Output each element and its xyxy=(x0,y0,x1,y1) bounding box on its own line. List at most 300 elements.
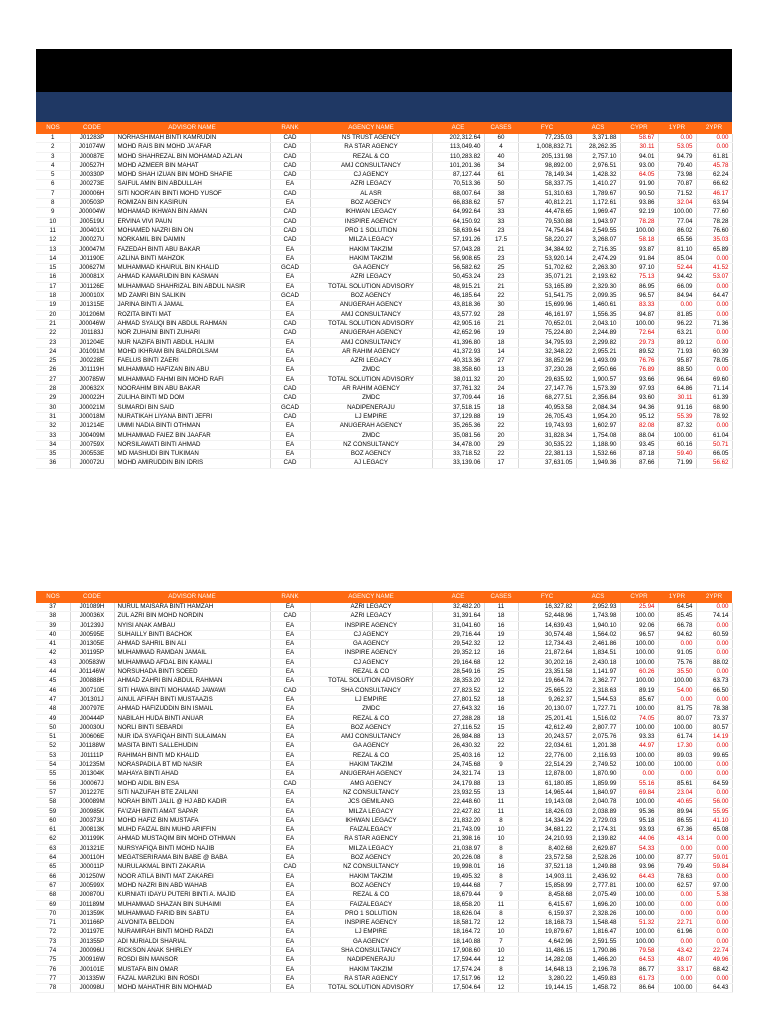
table-row xyxy=(36,282,732,291)
cell-1ypr: 0.00 xyxy=(658,301,696,310)
cell-rank: CAD xyxy=(270,385,310,394)
cell-nos: 8 xyxy=(36,199,70,208)
cell-advisor-name: AHMAD ZAHRI BIN ABDUL RAHMAN xyxy=(114,677,270,686)
cell-fyc: 79,530.88 xyxy=(518,217,576,226)
cell-code: J00797E xyxy=(70,705,114,714)
table-row xyxy=(36,956,732,965)
cell-fyc: 1,008,832.71 xyxy=(518,143,576,152)
cell-2ypr: 22.74 xyxy=(696,946,732,955)
cell-ace: 27,823.52 xyxy=(432,686,484,695)
cell-1ypr: 64.86 xyxy=(658,385,696,394)
cell-rank: EA xyxy=(270,788,310,797)
cell-advisor-name: MOHD SHAH IZUAN BIN MOHD SHAFIE xyxy=(114,171,270,180)
cell-code: J00813K xyxy=(70,826,114,835)
cell-acs: 1,544.53 xyxy=(576,695,620,704)
cell-agency-name: MILZA LEGACY xyxy=(310,236,432,245)
cell-code: J00870U xyxy=(70,891,114,900)
cell-fyc: 20,130.07 xyxy=(518,705,576,714)
cell-acs: 1,460.61 xyxy=(576,301,620,310)
cell-fyc: 12,734.43 xyxy=(518,640,576,649)
table-row xyxy=(36,816,732,825)
cell-fyc: 30,535.22 xyxy=(518,440,576,449)
cell-cypr: 93.60 xyxy=(620,394,658,403)
table-row xyxy=(36,450,732,459)
cell-2ypr: 41.10 xyxy=(696,816,732,825)
cell-cases: 16 xyxy=(484,394,518,403)
cell-ace: 17,594.44 xyxy=(432,956,484,965)
cell-fyc: 25,201.41 xyxy=(518,714,576,723)
cell-nos: 45 xyxy=(36,677,70,686)
cell-cypr: 100.00 xyxy=(620,881,658,890)
cell-nos: 29 xyxy=(36,394,70,403)
cell-advisor-name: FAZEDAH BINTI ABU BAKAR xyxy=(114,245,270,254)
cell-nos: 4 xyxy=(36,161,70,170)
cell-1ypr: 0.00 xyxy=(658,909,696,918)
cell-nos: 46 xyxy=(36,686,70,695)
cell-nos: 20 xyxy=(36,310,70,319)
cell-rank: EA xyxy=(270,254,310,263)
cell-acs: 1,172.61 xyxy=(576,199,620,208)
cell-code: J00030U xyxy=(70,723,114,732)
cell-code: J00036X xyxy=(70,612,114,621)
cell-cypr: 92.06 xyxy=(620,621,658,630)
cell-agency-name: ANUGERAH AGENCY xyxy=(310,301,432,310)
cell-fyc: 37,521.18 xyxy=(518,863,576,872)
cell-rank: EA xyxy=(270,310,310,319)
cell-1ypr: 0.00 xyxy=(658,900,696,909)
cell-cypr: 64.43 xyxy=(620,872,658,881)
table-row xyxy=(36,171,732,180)
cell-advisor-name: MUHAMMAD FARID BIN SABTU xyxy=(114,909,270,918)
cell-cypr: 74.05 xyxy=(620,714,658,723)
cell-2ypr: 49.96 xyxy=(696,956,732,965)
table-row xyxy=(36,798,732,807)
cell-cases: 7 xyxy=(484,937,518,946)
column-header-agency-name: AGENCY NAME xyxy=(310,122,432,134)
column-header-rank: RANK xyxy=(270,122,310,134)
cell-fyc: 37,631.05 xyxy=(518,459,576,468)
cell-fyc: 23,572.58 xyxy=(518,854,576,863)
cell-ace: 56,582.62 xyxy=(432,264,484,273)
cell-cypr: 93.66 xyxy=(620,375,658,384)
cell-cases: 8 xyxy=(484,909,518,918)
cell-advisor-name: NUR IDA SYAFIQAH BINTI SULAIMAN xyxy=(114,733,270,742)
cell-nos: 68 xyxy=(36,891,70,900)
cell-code: J00047M xyxy=(70,245,114,254)
cell-rank: EA xyxy=(270,928,310,937)
cell-nos: 23 xyxy=(36,338,70,347)
cell-fyc: 34,681.22 xyxy=(518,826,576,835)
cell-agency-name: ZMDC xyxy=(310,705,432,714)
cell-cases: 12 xyxy=(484,919,518,928)
cell-ace: 68,007.64 xyxy=(432,189,484,198)
cell-2ypr: 35.03 xyxy=(696,236,732,245)
cell-1ypr: 32.04 xyxy=(658,199,696,208)
cell-fyc: 4,642.96 xyxy=(518,937,576,946)
cell-advisor-name: MEGATSERIRAMA BIN BABE @ BABA xyxy=(114,854,270,863)
cell-code: J01250W xyxy=(70,872,114,881)
cell-1ypr: 0.00 xyxy=(658,134,696,143)
cell-1ypr: 100.00 xyxy=(658,677,696,686)
cell-fyc: 14,282.08 xyxy=(518,956,576,965)
cell-acs: 1,900.57 xyxy=(576,375,620,384)
cell-advisor-name: MUSTAFA BIN OMAR xyxy=(114,965,270,974)
cell-ace: 202,312.64 xyxy=(432,134,484,143)
cell-cypr: 100.00 xyxy=(620,677,658,686)
cell-code: J00409M xyxy=(70,431,114,440)
cell-ace: 21,038.97 xyxy=(432,844,484,853)
cell-rank: CAD xyxy=(270,236,310,245)
cell-2ypr: 0.00 xyxy=(696,937,732,946)
cell-advisor-name: JARINA BINTI A JAMAL xyxy=(114,301,270,310)
table-row xyxy=(36,329,732,338)
cell-cases: 16 xyxy=(484,621,518,630)
cell-advisor-name: NORHASHIMAH BINTI KAMRUDIN xyxy=(114,134,270,143)
cell-1ypr: 96.64 xyxy=(658,375,696,384)
table-row xyxy=(36,310,732,319)
cell-acs: 1,573.39 xyxy=(576,385,620,394)
cell-rank: EA xyxy=(270,301,310,310)
cell-advisor-name: MUHAMMAD HAFIZAN BIN ABU xyxy=(114,366,270,375)
cell-ace: 33,718.52 xyxy=(432,450,484,459)
column-header-advisor-name: ADVISOR NAME xyxy=(114,591,270,603)
cell-1ypr: 70.87 xyxy=(658,180,696,189)
cell-1ypr: 87.77 xyxy=(658,854,696,863)
cell-ace: 113,049.40 xyxy=(432,143,484,152)
cell-cypr: 58.18 xyxy=(620,236,658,245)
cell-fyc: 35,071.21 xyxy=(518,273,576,282)
cell-advisor-name: AINUL AFIFAH BINTI MUSTAAZIS xyxy=(114,695,270,704)
cell-acs: 1,743.98 xyxy=(576,612,620,621)
cell-cypr: 93.45 xyxy=(620,440,658,449)
cell-1ypr: 75.76 xyxy=(658,658,696,667)
cell-agency-name: INSPIRE AGENCY xyxy=(310,919,432,928)
cell-code: J00599X xyxy=(70,881,114,890)
cell-code: J01188W xyxy=(70,742,114,751)
cell-advisor-name: NURSYAFIQA BINTI MOHD NAJIB xyxy=(114,844,270,853)
cell-rank: EA xyxy=(270,705,310,714)
cell-agency-name: HAKIM TAKZIM xyxy=(310,761,432,770)
cell-ace: 22,427.82 xyxy=(432,807,484,816)
cell-rank: CAD xyxy=(270,161,310,170)
cell-1ypr: 43.14 xyxy=(658,835,696,844)
column-header-acs: ACS xyxy=(576,591,620,603)
cell-2ypr: 0.00 xyxy=(696,695,732,704)
table-row xyxy=(36,640,732,649)
cell-cypr: 29.73 xyxy=(620,338,658,347)
cell-nos: 72 xyxy=(36,928,70,937)
table-row xyxy=(36,919,732,928)
cell-agency-name: ANUGERAH AGENCY xyxy=(310,329,432,338)
cell-cypr: 79.58 xyxy=(620,946,658,955)
cell-fyc: 40,812.21 xyxy=(518,199,576,208)
column-header-2ypr: 2YPR xyxy=(696,122,732,134)
cell-acs: 2,040.78 xyxy=(576,798,620,807)
cell-fyc: 42,612.49 xyxy=(518,723,576,732)
cell-2ypr: 78.05 xyxy=(696,357,732,366)
cell-fyc: 32,348.22 xyxy=(518,347,576,356)
cell-nos: 58 xyxy=(36,798,70,807)
cell-code: J00985K xyxy=(70,807,114,816)
ranking-table-1 xyxy=(36,122,733,469)
cell-code: J00027U xyxy=(70,236,114,245)
table-row xyxy=(36,292,732,301)
cell-rank: EA xyxy=(270,347,310,356)
table-row xyxy=(36,965,732,974)
table-row xyxy=(36,134,732,143)
cell-1ypr: 48.07 xyxy=(658,956,696,965)
cell-advisor-name: MUHAMMAD AFDAL BIN KAMALI xyxy=(114,658,270,667)
cell-1ypr: 94.79 xyxy=(658,152,696,161)
cell-advisor-name: NORASPADILA BT MD NASIR xyxy=(114,761,270,770)
cell-cypr: 78.28 xyxy=(620,217,658,226)
cell-cypr: 83.33 xyxy=(620,301,658,310)
cell-ace: 31,041.60 xyxy=(432,621,484,630)
cell-agency-name: IKHWAN LEGACY xyxy=(310,208,432,217)
cell-ace: 37,129.88 xyxy=(432,412,484,421)
cell-2ypr: 41.52 xyxy=(696,264,732,273)
cell-code: J00273E xyxy=(70,180,114,189)
cell-rank: EA xyxy=(270,273,310,282)
cell-ace: 35,265.36 xyxy=(432,422,484,431)
cell-ace: 56,908.65 xyxy=(432,254,484,263)
cell-1ypr: 88.50 xyxy=(658,366,696,375)
cell-2ypr: 76.60 xyxy=(696,226,732,235)
cell-cases: 38 xyxy=(484,189,518,198)
cell-advisor-name: MOHD AIDIL BIN ESA xyxy=(114,779,270,788)
cell-fyc: 26,705.43 xyxy=(518,412,576,421)
cell-ace: 101,201.36 xyxy=(432,161,484,170)
cell-ace: 29,542.32 xyxy=(432,640,484,649)
cell-fyc: 14,903.11 xyxy=(518,872,576,881)
cell-2ypr: 0.00 xyxy=(696,603,732,612)
cell-acs: 1,458.72 xyxy=(576,984,620,993)
cell-fyc: 61,180.85 xyxy=(518,779,576,788)
table-row xyxy=(36,180,732,189)
cell-nos: 36 xyxy=(36,459,70,468)
cell-ace: 57,191.26 xyxy=(432,236,484,245)
cell-rank: EA xyxy=(270,440,310,449)
cell-code: J01355P xyxy=(70,937,114,946)
cell-code: J00096U xyxy=(70,946,114,955)
cell-ace: 29,164.68 xyxy=(432,658,484,667)
cell-acs: 2,430.18 xyxy=(576,658,620,667)
cell-fyc: 19,743.93 xyxy=(518,422,576,431)
cell-advisor-name: MUHAMMAD SHAZAN BIN SUHAIMI xyxy=(114,900,270,909)
cell-2ypr: 0.00 xyxy=(696,422,732,431)
table-row xyxy=(36,152,732,161)
cell-acs: 1,754.08 xyxy=(576,431,620,440)
cell-acs: 1,969.47 xyxy=(576,208,620,217)
cell-advisor-name: NORSILAWATI BINTI AHMAD xyxy=(114,440,270,449)
cell-cypr: 93.93 xyxy=(620,826,658,835)
cell-rank: EA xyxy=(270,282,310,291)
cell-cypr: 100.00 xyxy=(620,937,658,946)
cell-ace: 18,581.72 xyxy=(432,919,484,928)
cell-2ypr: 59.01 xyxy=(696,854,732,863)
cell-acs: 1,940.10 xyxy=(576,621,620,630)
cell-cases: 8 xyxy=(484,844,518,853)
cell-cases: 16 xyxy=(484,705,518,714)
cell-rank: EA xyxy=(270,245,310,254)
column-header-nos: NOS xyxy=(36,591,70,603)
cell-1ypr: 67.36 xyxy=(658,826,696,835)
cell-nos: 49 xyxy=(36,714,70,723)
cell-fyc: 53,920.14 xyxy=(518,254,576,263)
cell-acs: 1,556.35 xyxy=(576,310,620,319)
cell-fyc: 9,262.37 xyxy=(518,695,576,704)
cell-acs: 2,193.62 xyxy=(576,273,620,282)
cell-cases: 13 xyxy=(484,770,518,779)
cell-cases: 22 xyxy=(484,292,518,301)
cell-nos: 42 xyxy=(36,649,70,658)
cell-ace: 70,513.36 xyxy=(432,180,484,189)
cell-code: J01189M xyxy=(70,900,114,909)
cell-agency-name: AMJ CONSULTANCY xyxy=(310,338,432,347)
cell-2ypr: 14.19 xyxy=(696,733,732,742)
cell-acs: 2,139.82 xyxy=(576,835,620,844)
cell-code: J00010X xyxy=(70,292,114,301)
cell-cypr: 100.00 xyxy=(620,319,658,328)
cell-nos: 31 xyxy=(36,412,70,421)
cell-ace: 64,150.92 xyxy=(432,217,484,226)
cell-1ypr: 85.45 xyxy=(658,612,696,621)
cell-agency-name: LJ EMPIRE xyxy=(310,928,432,937)
cell-2ypr: 71.14 xyxy=(696,385,732,394)
cell-2ypr: 64.43 xyxy=(696,984,732,993)
cell-1ypr: 100.00 xyxy=(658,761,696,770)
cell-nos: 73 xyxy=(36,937,70,946)
cell-cypr: 88.04 xyxy=(620,431,658,440)
cell-1ypr: 71.93 xyxy=(658,347,696,356)
cell-cases: 23 xyxy=(484,226,518,235)
cell-cypr: 97.93 xyxy=(620,385,658,394)
cell-acs: 2,075.49 xyxy=(576,891,620,900)
cell-cypr: 75.13 xyxy=(620,273,658,282)
cell-cases: 22 xyxy=(484,422,518,431)
cell-1ypr: 100.00 xyxy=(658,431,696,440)
table-row xyxy=(36,319,732,328)
cell-fyc: 77,235.03 xyxy=(518,134,576,143)
table-row xyxy=(36,459,732,468)
cell-cypr: 93.33 xyxy=(620,733,658,742)
cell-2ypr: 0.00 xyxy=(696,788,732,797)
cell-fyc: 6,159.37 xyxy=(518,909,576,918)
table-row xyxy=(36,788,732,797)
cell-ace: 25,403.16 xyxy=(432,751,484,760)
cell-agency-name: TOTAL SOLUTION ADVISORY xyxy=(310,282,432,291)
cell-agency-name: AZRI LEGACY xyxy=(310,357,432,366)
cell-nos: 33 xyxy=(36,431,70,440)
cell-cases: 9 xyxy=(484,891,518,900)
cell-cypr: 93.96 xyxy=(620,863,658,872)
cell-cases: 12 xyxy=(484,640,518,649)
cell-rank: EA xyxy=(270,816,310,825)
cell-1ypr: 0.00 xyxy=(658,937,696,946)
cell-cypr: 82.08 xyxy=(620,422,658,431)
table-row xyxy=(36,366,732,375)
cell-1ypr: 100.00 xyxy=(658,208,696,217)
cell-ace: 34,478.00 xyxy=(432,440,484,449)
cell-cypr: 95.36 xyxy=(620,807,658,816)
cell-cypr: 86.64 xyxy=(620,984,658,993)
table-row xyxy=(36,236,732,245)
cell-cases: 8 xyxy=(484,965,518,974)
cell-2ypr: 78.28 xyxy=(696,217,732,226)
cell-nos: 53 xyxy=(36,751,70,760)
cell-ace: 43,818.36 xyxy=(432,301,484,310)
cell-ace: 17,574.24 xyxy=(432,965,484,974)
cell-1ypr: 81.75 xyxy=(658,705,696,714)
cell-agency-name: FAIZALEGACY xyxy=(310,826,432,835)
cell-fyc: 46,161.97 xyxy=(518,310,576,319)
cell-advisor-name: NUR NAZIFA BINTI ABDUL HALIM xyxy=(114,338,270,347)
cell-code: J00710E xyxy=(70,686,114,695)
cell-agency-name: HAKIM TAKZIM xyxy=(310,872,432,881)
cell-cases: 17 xyxy=(484,459,518,468)
cell-code: J01183J xyxy=(70,329,114,338)
cell-advisor-name: FA'IZAH BINTI AMAT SAPAR xyxy=(114,807,270,816)
cell-2ypr: 80.57 xyxy=(696,723,732,732)
cell-1ypr: 91.05 xyxy=(658,649,696,658)
cell-advisor-name: MUHAMMAD RAMDAN JAMAIL xyxy=(114,649,270,658)
cell-rank: EA xyxy=(270,677,310,686)
cell-cypr: 100.00 xyxy=(620,900,658,909)
cell-nos: 12 xyxy=(36,236,70,245)
cell-code: J00067J xyxy=(70,779,114,788)
cell-1ypr: 17.30 xyxy=(658,742,696,751)
cell-fyc: 30,574.48 xyxy=(518,630,576,639)
cell-ace: 38,011.32 xyxy=(432,375,484,384)
cell-1ypr: 43.42 xyxy=(658,946,696,955)
cell-advisor-name: AHMAD SAHRIL BIN ALI xyxy=(114,640,270,649)
cell-fyc: 24,210.93 xyxy=(518,835,576,844)
cell-code: J00011P xyxy=(70,863,114,872)
cell-nos: 39 xyxy=(36,621,70,630)
cell-nos: 2 xyxy=(36,143,70,152)
cell-code: J00916W xyxy=(70,956,114,965)
cell-acs: 2,299.82 xyxy=(576,338,620,347)
column-header-1ypr: 1YPR xyxy=(658,122,696,134)
cell-advisor-name: MOHAMAD IKHWAN BIN AMAN xyxy=(114,208,270,217)
cell-ace: 27,116.52 xyxy=(432,723,484,732)
cell-1ypr: 81.85 xyxy=(658,310,696,319)
table-row xyxy=(36,217,732,226)
cell-rank: EA xyxy=(270,826,310,835)
cell-rank: EA xyxy=(270,450,310,459)
column-header-code: CODE xyxy=(70,122,114,134)
cell-nos: 26 xyxy=(36,366,70,375)
cell-code: J00006H xyxy=(70,189,114,198)
cell-cases: 10 xyxy=(484,928,518,937)
cell-acs: 1,466.20 xyxy=(576,956,620,965)
cell-cases: 18 xyxy=(484,612,518,621)
cell-ace: 46,185.64 xyxy=(432,292,484,301)
cell-acs: 1,249.88 xyxy=(576,863,620,872)
cell-nos: 70 xyxy=(36,909,70,918)
cell-rank: EA xyxy=(270,946,310,955)
cell-2ypr: 61.04 xyxy=(696,431,732,440)
cell-advisor-name: NORSUHADA BINTI SOEED xyxy=(114,668,270,677)
cell-code: J00632X xyxy=(70,385,114,394)
cell-cypr: 100.00 xyxy=(620,640,658,649)
cell-rank: EA xyxy=(270,965,310,974)
cell-agency-name: AMG AGENCY xyxy=(310,779,432,788)
table-row xyxy=(36,946,732,955)
cell-1ypr: 85.04 xyxy=(658,254,696,263)
cell-fyc: 23,351.58 xyxy=(518,668,576,677)
cell-rank: EA xyxy=(270,621,310,630)
